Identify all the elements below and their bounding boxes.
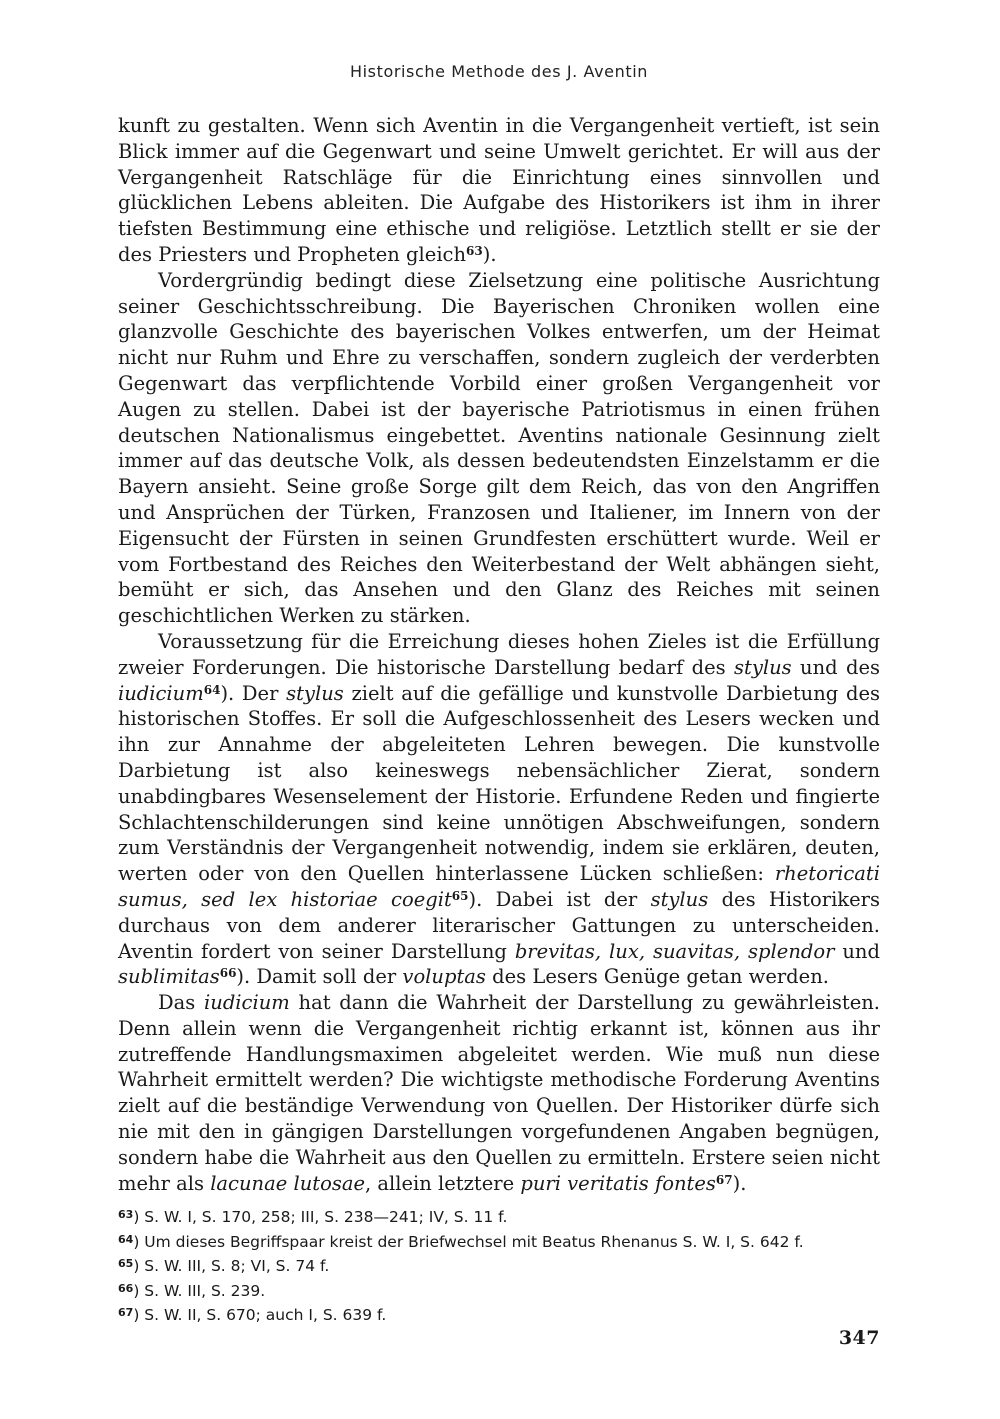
footnote-text: ) Um dieses Begriffspaar kreist der Briefwechsel mit Beatus Rhenanus S. W. I, S. 642 f. bbox=[133, 1232, 804, 1251]
latin-term: stylus bbox=[286, 681, 344, 705]
footnote-ref: 63 bbox=[466, 243, 483, 258]
paragraph: Voraussetzung für die Erreichung dieses hohen Zieles ist die Erfüllung zweier Forderungen. Die historische Darstellung bedarf des stylus und des iudicium$^{64}$). Der stylus zielt auf die gefällige und kunstvolle Darbietung des historischen Stoffes. Er soll die Aufgeschlossenheit des Lesers wecken und ihn zur Annahme der abgeleiteten Lehren bewegen. Die kunstvolle Darbietung ist also keineswegs nebensächlicher Zierat, sondern unabdingbares Wesenselement der Historie. Erfundene Reden und fingierte Schlachtenschilderungen sind keine unnötigen Abschweifungen, sondern zum Verständnis der Vergangenheit notwendig, indem sie erklären, deuten, werten oder von den Quellen hinterlassene Lücken schließen: rhetoricati sumus, sed lex historiae coegit$^{65}$). Dabei ist der stylus des Historikers durchaus von dem anderer literarischer Gattungen zu unterscheiden. Aventin fordert von seiner Darstellung brevitas, lux, suavitas, splendor und sublimitas$^{66}$). Damit soll der voluptas des Lesers Genüge getan werden. bbox=[118, 629, 880, 989]
footnote-mark: 66 bbox=[118, 1281, 134, 1295]
footnote-text: ) S. W. III, S. 8; VI, S. 74 f. bbox=[133, 1257, 330, 1275]
latin-term: sublimitas bbox=[118, 965, 220, 989]
page-number: 347 bbox=[838, 1327, 880, 1349]
paragraph: Das iudicium hat dann die Wahrheit der Darstellung zu gewährleisten. Denn allein wenn die Vergangenheit richtig erkannt ist, können aus ihr zutreffende Handlungsmaximen abgeleitet werden. Wie muß nun diese Wahrheit ermittelt werden? Die wichtigste methodische Forderung Aventins zielt auf die beständige Verwendung von Quellen. Der Historiker dürfe sich nie mit den in gängigen Darstellungen vorgefundenen Angaben begnügen, sondern habe die Wahrheit aus den Quellen zu ermitteln. Erstere seien nicht mehr als lacunae lutosae, allein letztere puri veritatis fontes$^{67}$). bbox=[118, 991, 880, 1195]
running-head: Historische Methode des J. Aventin bbox=[349, 62, 649, 81]
footnote bbox=[118, 1229, 880, 1254]
footnote bbox=[118, 1278, 880, 1303]
footnote-ref: 65 bbox=[451, 888, 469, 903]
footnote-ref: 64 bbox=[203, 682, 221, 697]
footnote-text: ) S. W. I, S. 170, 258; III, S. 238—241; IV, S. 11 f. bbox=[133, 1208, 508, 1226]
latin-term: stylus bbox=[650, 887, 709, 911]
latin-term: iudicium bbox=[118, 681, 204, 705]
footnote bbox=[118, 1204, 880, 1229]
footnote-text: ) S. W. III, S. 239. bbox=[133, 1281, 266, 1300]
latin-term: puri veritatis fontes bbox=[520, 1171, 716, 1195]
book-page bbox=[118, 0, 880, 1419]
footnote-mark: 64 bbox=[118, 1232, 134, 1246]
latin-term: rhetoricati sumus, sed lex historiae coegit bbox=[118, 862, 880, 911]
footnote-mark: 65 bbox=[118, 1257, 134, 1270]
latin-term: voluptas bbox=[402, 965, 486, 989]
latin-term: lacunae lutosae bbox=[210, 1171, 365, 1195]
paragraph: Vordergründig bedingt diese Zielsetzung eine politische Ausrichtung seiner Geschichtsschreibung. Die Bayerischen Chroniken wollen eine glanzvolle Geschichte des bayerischen Volkes entwerfen, um der Heimat nicht nur Ruhm und Ehre zu verschaffen, sondern zugleich der verderbten Gegenwart das verpflichtende Vorbild einer großen Vergangenheit vor Augen zu stellen. Dabei ist der bayerische Patriotismus in einen frühen deutschen Nationalismus eingebettet. Aventins nationale Gesinnung zielt immer auf das deutsche Volk, als dessen bedeutendsten Einzelstamm er die Bayern ansieht. Seine große Sorge gilt dem Reich, das von den Angriffen und Ansprüchen der Türken, Franzosen und Italiener, im Innern von der Eigensucht der Fürsten in seinen Grundfesten erschüttert wurde. Weil er vom Fortbestand des Reiches den Weiterbestand der Welt abhängen sieht, bemüht er sich, das Ansehen und den Glanz des Reiches mit seinen geschichtlichen Werken zu stärken. bbox=[118, 268, 880, 628]
footnote-ref: 66 bbox=[219, 966, 237, 981]
latin-term: brevitas, lux, suavitas, splendor bbox=[514, 939, 835, 963]
paragraph: kunft zu gestalten. Wenn sich Aventin in die Vergangenheit vertieft, ist sein Blick immer auf die Gegenwart und seine Umwelt gerichtet. Er will aus der Vergangenheit Ratschläge für die Einrichtung eines sinnvollen und glücklichen Lebens ableiten. Die Aufgabe des Historikers ist ihm in ihrer tiefsten Bestimmung eine ethische und religiöse. Letztlich stellt er sie der des Priesters und Propheten gleich$^{63}$). bbox=[118, 114, 880, 266]
body-text bbox=[118, 113, 880, 1196]
footnote-mark: 67 bbox=[118, 1306, 134, 1319]
footnote bbox=[118, 1302, 880, 1327]
latin-term: iudicium bbox=[204, 991, 290, 1015]
footnote-text: ) S. W. II, S. 670; auch I, S. 639 f. bbox=[133, 1306, 387, 1324]
latin-term: stylus bbox=[733, 655, 792, 679]
footnote-mark: 63 bbox=[118, 1208, 134, 1221]
footnote-ref: 67 bbox=[715, 1172, 733, 1187]
footnote bbox=[118, 1253, 880, 1278]
footnotes bbox=[118, 1204, 880, 1327]
